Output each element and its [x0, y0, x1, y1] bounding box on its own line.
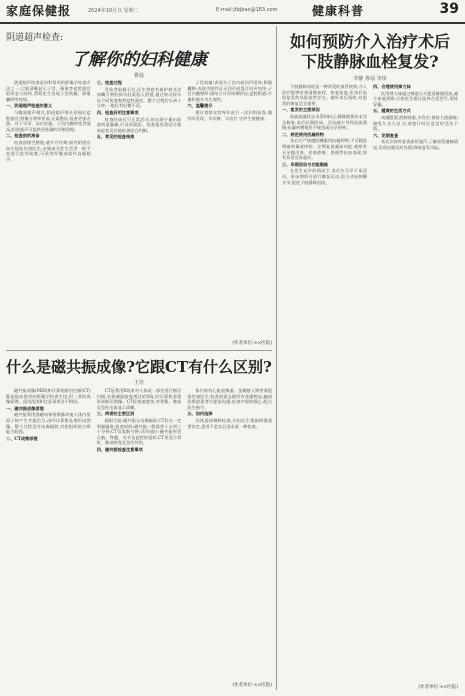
article-title: 了解你的妇科健康	[71, 50, 207, 70]
page-number: 39	[439, 1, 459, 17]
paragraph: 三、两者的主要区别	[96, 411, 135, 417]
text-column	[187, 388, 272, 678]
section-title: 健康科普	[312, 4, 365, 18]
paragraph: 二、规范使用抗凝药物	[282, 131, 324, 137]
paragraph: 三、检查过程	[96, 80, 122, 85]
paragraph: 五、常见的检查结果	[96, 134, 135, 140]
text-column	[6, 80, 91, 338]
text-column	[97, 80, 182, 338]
paragraph: 磁共振成像(MRI)和计算机断层扫描(CT)都是临床常用的影像学检查手段,但二者的成像原理、适用范围和注意事项各不相同。	[6, 388, 91, 405]
paragraph: 一、复发的主要原因	[282, 107, 320, 113]
article-gynecology-body	[6, 80, 272, 338]
article-footer: (作者单位:××医院)	[418, 685, 458, 690]
paragraph: 阴道超声检查是妇科常用的影像学检查方法之一,它能清晰显示子宫、卵巢等盆腔器官的形态与结构,帮助医生发现子宫肌瘤、卵巢囊肿等疾病。	[6, 80, 91, 102]
paragraph: 体内装有心脏起搏器、金属植入物者需提前告知医生;检查前需去除所有金属物品;幽闭恐惧症患者应提前沟通;检查中保持静止,配合医生指令。	[187, 388, 273, 410]
paragraph: 在医生允许的情况下,术后应尽早下床活动。卧床期间可进行踝泵运动,即主动屈伸踝关节,促进下肢静脉回流。	[282, 168, 367, 185]
article-title-line2: 下肢静脉血栓复发?	[301, 52, 439, 71]
paragraph: 六、温馨提示	[187, 103, 213, 109]
paragraph: 六、定期复查	[373, 132, 399, 138]
text-column	[373, 84, 458, 680]
paragraph: 术后应按时复查血管超声,了解血管通畅情况,发现问题及时处理,降低复发风险。	[373, 139, 458, 150]
paragraph: 检查前排空膀胱;避开月经期;如有阴道出血应提前告知医生;未婚或无性生活者一般不宜进行此项检查,可改用经腹部或经直肠超声。	[6, 139, 91, 162]
text-column	[282, 84, 367, 680]
paragraph: 五、健康的生活方式	[373, 108, 411, 114]
article-title: 什么是磁共振成像?它跟CT有什么区别?	[6, 358, 272, 376]
paragraph: 四、磁共振检查注意事项	[96, 446, 143, 452]
article-title-line1: 如何预防介入治疗术后	[289, 32, 450, 51]
article-byline: 王佳	[133, 380, 144, 386]
article-kicker: 阴道超声检查:	[6, 33, 64, 43]
newspaper-title: 家庭保健报	[6, 4, 72, 18]
paragraph: 五、如何选择	[187, 411, 213, 417]
article-footer: (作者单位:××医院)	[232, 683, 272, 688]
paragraph: 戒烟限酒,控制体重,多饮水,保持大便通畅;避免久坐久站,长途旅行时注意定时活动下肢。	[373, 114, 458, 132]
paragraph: 与腹部超声相比,阴道超声探头更接近盆腔器官,图像分辨率更高,无需憋尿,检查更加方便。对于早孕、异位妊娠、子宫内膜病变等情况,阴道超声可提供更准确的诊断依据。	[6, 109, 91, 132]
paragraph: 术后应严格遵医嘱服用抗凝药物,不可随意增减剂量或停药。定期复查凝血功能,观察有无牙龈出血、皮肤瘀斑、黑便等出血表现,如有异常及时就诊。	[282, 138, 367, 161]
text-column	[97, 388, 182, 678]
paragraph: 二、检查前的准备	[6, 133, 40, 139]
article-byline: 曹晨	[133, 73, 144, 79]
paragraph: 医用弹力袜通过梯度压力促进静脉回流,减少血液淤滞,应按医生建议选择合适型号,坚持穿戴。	[373, 90, 458, 107]
paragraph: 磁共振利用强磁场和射频脉冲使人体内氢原子核产生共振信号,再经计算机处理形成图像。整个过程没有电离辐射,对软组织的分辨能力较强。	[6, 412, 91, 435]
paragraph: 四、合理使用弹力袜	[373, 84, 411, 89]
paragraph: 子宫肌瘤:表现为子宫内低回声团块;卵巢囊肿:表现为附件区无回声或混合回声包块;子宫内膜增厚:需结合月经周期评估;盆腔积液:少量积液多为生理性。	[187, 80, 273, 102]
paragraph: 三、早期活动与功能锻炼	[282, 161, 329, 167]
article-thrombosis	[282, 32, 458, 82]
article-thrombosis-body	[282, 84, 458, 680]
article-gynecology	[6, 30, 272, 79]
issue-date: 2024年10月日 星期二	[88, 8, 139, 14]
paragraph: CT是利用X线束对人体某一部位进行断层扫描,由探测器接收透过的X线,经计算机重建形成断层图像。CT检查速度快,对骨骼、肺部及急性出血显示清晰。	[96, 388, 182, 410]
paragraph: 一、磁共振成像原理	[6, 405, 44, 411]
paragraph: 具体选择哪种检查,应由医生根据病情需要决定,患者不必盲目追求某一种检查。	[187, 417, 273, 429]
paragraph: 辐射方面:磁共振无电离辐射,CT存在一定剂量辐射;检查时间:磁共振一般需要十五到三十分钟,CT仅需数分钟;适用部位:磁共振更适合脑、脊髓、关节及盆腔软组织,CT更适合骨折、肺部病变及急诊外伤。	[96, 417, 182, 446]
paragraph: 建议育龄女性每年进行一次妇科检查,做到早发现、早诊断、早治疗,守护生殖健康。	[187, 109, 273, 121]
article-mri	[6, 356, 272, 386]
article-mri-body	[6, 388, 272, 678]
paragraph: 二、CT成像原理	[6, 435, 38, 441]
text-column	[187, 80, 272, 338]
paragraph: 检查结束后可正常活动,如出现少量出血或明显腹痛,应及时就医。检查报告需结合临床症状及其他检查综合判断。	[96, 116, 182, 133]
text-column	[6, 388, 91, 678]
page-header	[0, 0, 465, 24]
article-divider	[6, 350, 272, 351]
article-byline: 李静 鲁瑶 李伟	[353, 76, 387, 82]
column-divider	[276, 26, 277, 690]
paragraph: 四、检查后的注意事项	[96, 109, 139, 115]
paragraph: 受检者取截石位,医生将套有保护套并涂抹耦合剂的探头轻柔放入阴道,通过转动探头从不同角度观察盆腔器官。整个过程约五到十分钟,一般仅有轻微不适。	[96, 86, 182, 109]
paragraph: 一、阴道超声检查的意义	[6, 103, 53, 109]
paragraph: 血液高凝状态未得到纠正;静脉壁损伤未完全修复;术后长期卧床、活动减少导致血流缓慢;抗凝药物使用不规范或过早停药。	[282, 113, 367, 131]
contact-email: E-mail:jtbjbao@163.com	[216, 7, 278, 13]
paragraph: 下肢静脉血栓是一种常见的血管疾病,介入治疗能够有效清除血栓、恢复血流,但术后血栓复发的风险依然存在。做好术后预防,对患者的康复至关重要。	[282, 84, 367, 106]
article-footer: (作者单位:××医院)	[232, 341, 272, 346]
